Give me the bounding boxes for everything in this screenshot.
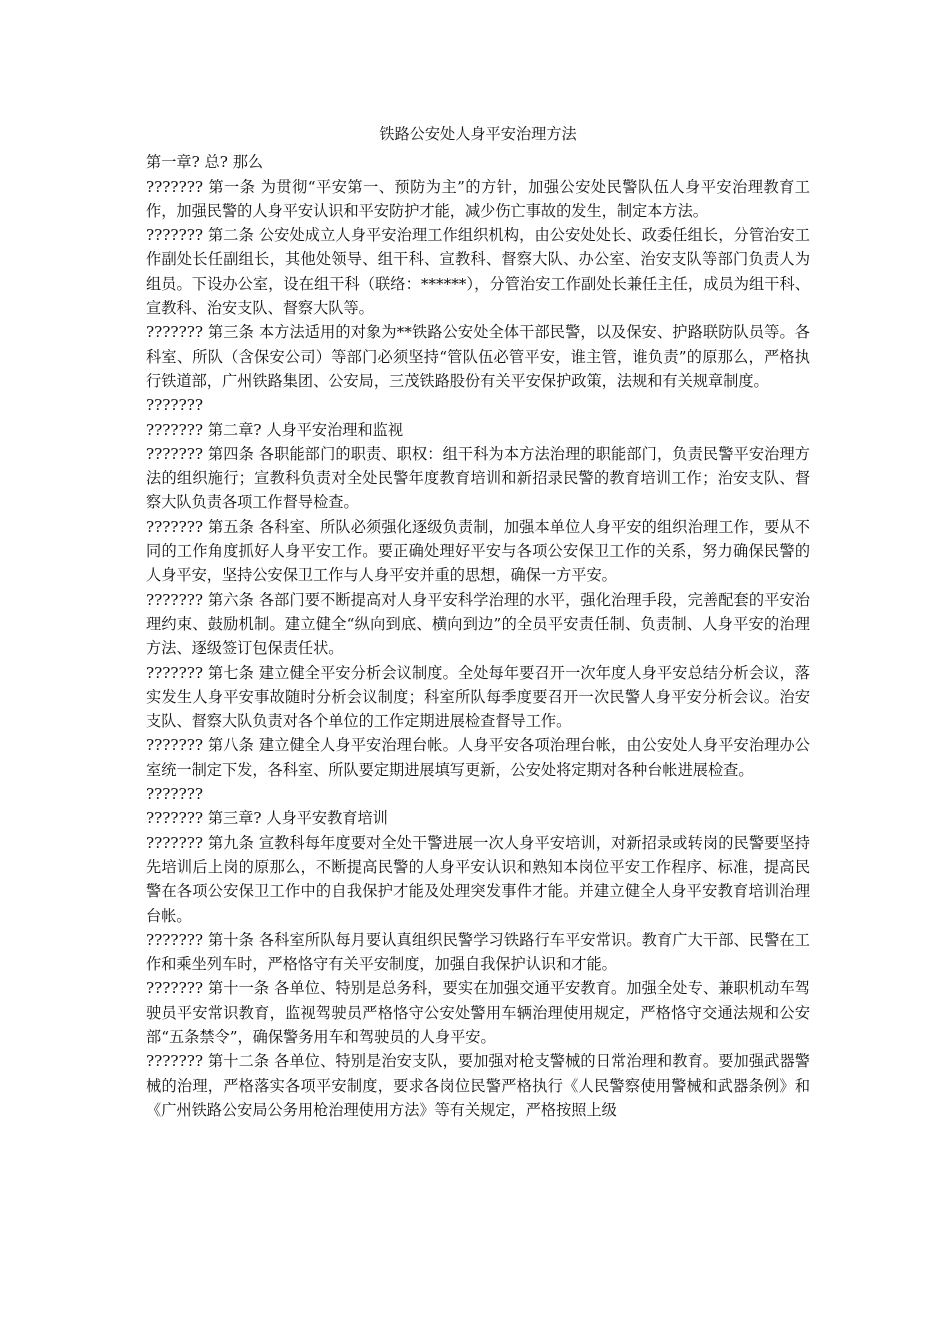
document-body xyxy=(146,122,810,1122)
chapter-1-heading: 第一章? 总? 那么 xyxy=(146,153,264,172)
article-2: ??????? 第二条 公安处成立人身平安治理工作组织机构，由公安处处长、政委任组长，分管治安工作副处长任副组长，其他处领导、组干科、宣教科、督察大队、办公室、治安支队等部门负责人为组员。下设办公室，设在组干科（联络：******），分管治安工作副处长兼任主任，成员为组干科、宣教科、治安支队、督察大队等。 xyxy=(146,226,810,318)
article-10: ??????? 第十条 各科室所队每月要认真组织民警学习铁路行车平安常识。教育广大干部、民警在工作和乘坐列车时，严格恪守有关平安制度，加强自我保护认识和才能。 xyxy=(146,930,810,974)
article-3: ??????? 第三条 本方法适用的对象为**铁路公安处全体干部民警，以及保安、护路联防队员等。各科室、所队（含保安公司）等部门必须坚持“管队伍必管平安，谁主管，谁负责”的原那么，严格执行铁道部，广州铁路集团、公安局，三茂铁路股份有关平安保护政策，法规和有关规章制度。 xyxy=(146,323,810,390)
placeholder-line: ??????? xyxy=(146,396,203,415)
article-5: ??????? 第五条 各科室、所队必须强化逐级负责制，加强本单位人身平安的组织治理工作，要从不同的工作角度抓好人身平安工作。要正确处理好平安与各项公安保卫工作的关系，努力确保民警的人身平安，坚持公安保卫工作与人身平安并重的思想，确保一方平安。 xyxy=(146,517,810,585)
article-9: ??????? 第九条 宣教科每年度要对全处干警进展一次人身平安培训，对新招录或转岗的民警要坚持先培训后上岗的原那么，不断提高民警的人身平安认识和熟知本岗位平安工作程序、标准，提高民警在各项公安保卫工作中的自我保护才能及处理突发事件才能。并建立健全人身平安教育培训治理台帐。 xyxy=(146,833,810,925)
article-1: ??????? 第一条 为贯彻“平安第一、预防为主”的方针，加强公安处民警队伍人身平安治理教育工作，加强民警的人身平安认识和平安防护才能，减少伤亡事故的发生，制定本方法。 xyxy=(146,177,810,220)
document-title: 铁路公安处人身平安治理方法 xyxy=(379,125,577,143)
placeholder-line: ??????? xyxy=(146,785,203,804)
chapter-2-heading: ??????? 第二章? 人身平安治理和监视 xyxy=(146,420,404,439)
article-11: ??????? 第十一条 各单位、特别是总务科，要实在加强交通平安教育。加强全处专、兼职机动车驾驶员平安常识教育，监视驾驶员严格恪守公安处警用车辆治理使用规定，严格恪守交通法规和公安部“五条禁令”，确保警务用车和驾驶员的人身平安。 xyxy=(146,979,810,1046)
article-8: ??????? 第八条 建立健全人身平安治理台帐。人身平安各项治理台帐，由公安处人身平安治理办公室统一制定下发，各科室、所队要定期进展填写更新，公安处将定期对各种台帐进展检查。 xyxy=(146,736,810,779)
article-4: ??????? 第四条 各职能部门的职责、职权：组干科为本方法治理的职能部门，负责民警平安治理方法的组织施行；宣教科负责对全处民警年度教育培训和新招录民警的教育培训工作；治安支队、督察大队负责各项工作督导检查。 xyxy=(146,444,810,512)
article-12: ??????? 第十二条 各单位、特别是治安支队，要加强对枪支警械的日常治理和教育。要加强武器警械的治理，严格落实各项平安制度，要求各岗位民警严格执行《人民警察使用警械和武器条例》和《广州铁路公安局公务用枪治理使用方法》等有关规定，严格按照上级 xyxy=(146,1052,810,1119)
article-6: ??????? 第六条 各部门要不断提高对人身平安科学治理的水平，强化治理手段，完善配套的平安治理约束、鼓励机制。建立健全“纵向到底、横向到边”的全员平安责任制、负责制、人身平安的治理方法、逐级签订包保责任状。 xyxy=(146,590,810,658)
article-7: ??????? 第七条 建立健全平安分析会议制度。全处每年要召开一次年度人身平安总结分析会议，落实发生人身平安事故随时分析会议制度；科室所队每季度要召开一次民警人身平安分析会议。治安支队、督察大队负责对各个单位的工作定期进展检查督导工作。 xyxy=(146,663,810,731)
chapter-3-heading: ??????? 第三章? 人身平安教育培训 xyxy=(146,809,388,828)
